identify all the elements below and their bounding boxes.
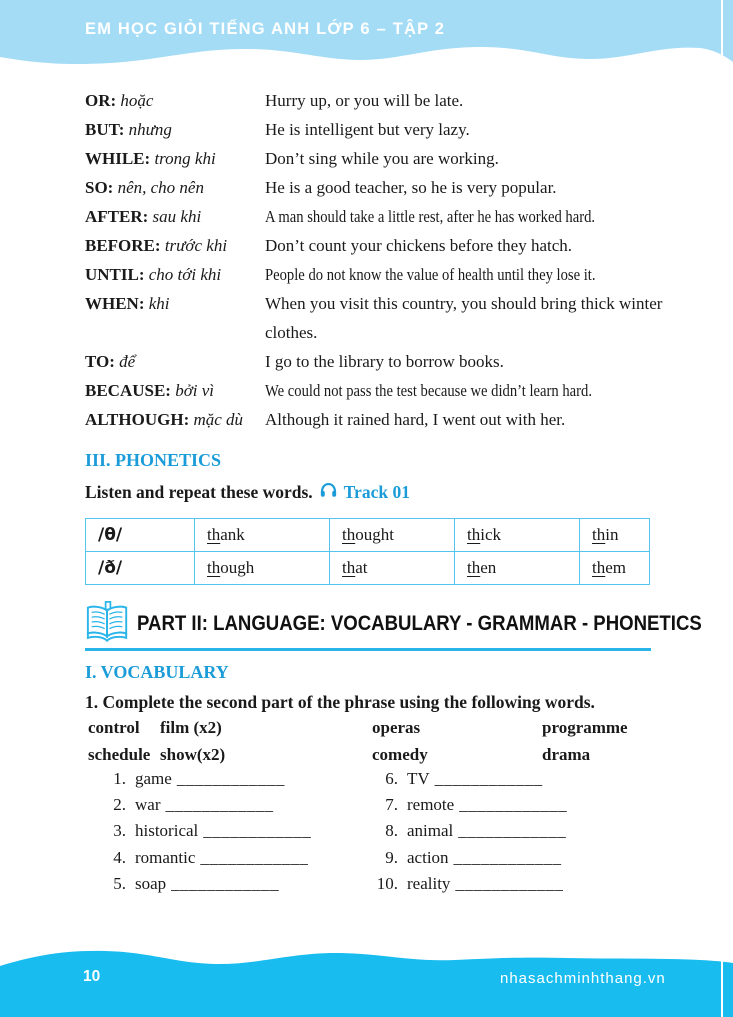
word-bank-item: drama	[542, 745, 591, 764]
conjunction-vietnamese: bởi vì	[175, 381, 215, 400]
item-word: war	[135, 795, 161, 815]
item-word: historical	[135, 821, 199, 841]
exercise-item: 10. reality ____________	[376, 873, 564, 893]
word-bank-item: programme	[542, 718, 628, 737]
page-number: 10	[83, 968, 101, 985]
conjunction-row	[85, 405, 660, 434]
conjunction-row	[85, 376, 660, 405]
conjunction-vietnamese: trước khi	[164, 236, 228, 255]
exercise-item: 6. TV ____________	[385, 769, 543, 788]
phonetics-word: though	[195, 552, 330, 585]
word-bank-item: schedule	[88, 745, 151, 764]
phonetics-heading: III. PHONETICS	[85, 450, 222, 470]
answer-blank: ____________	[434, 769, 543, 788]
answer-blank: ____________	[176, 769, 285, 788]
conjunction-example: Don’t count your chickens before they hatch.	[265, 236, 573, 255]
conjunction-vietnamese: để	[119, 352, 136, 371]
conjunction-example: He is intelligent but very lazy.	[265, 120, 470, 139]
conjunction-term: ALTHOUGH:	[85, 410, 190, 429]
phoneme-symbol: /ð/	[86, 552, 195, 585]
item-word: animal	[407, 821, 454, 841]
phonetics-row-eth	[86, 552, 650, 585]
answer-blank: ____________	[458, 821, 567, 841]
answer-blank: ____________	[453, 847, 562, 867]
header-wave	[0, 0, 733, 80]
conjunction-example: Don’t sing while you are working.	[265, 149, 499, 168]
item-word: game	[135, 769, 172, 788]
conjunction-row	[85, 115, 660, 144]
conjunction-example: When you visit this country, you should bring thick winter clothes.	[265, 294, 663, 342]
conjunction-vietnamese: cho tới khi	[148, 265, 222, 284]
exercise-items	[100, 766, 656, 897]
part-title: PART II: LANGUAGE: VOCABULARY - GRAMMAR - PHONETICS	[137, 610, 702, 635]
answer-blank: ____________	[203, 821, 312, 841]
conjunction-row	[85, 260, 660, 289]
item-word: reality	[407, 873, 451, 893]
word-bank-item: comedy	[372, 745, 428, 764]
word-bank	[88, 718, 650, 765]
conjunction-term: UNTIL:	[85, 265, 145, 284]
conjunction-example: A man should take a little rest, after he has worked hard.	[265, 207, 596, 226]
word-bank-item: film (x2)	[160, 718, 222, 737]
exercise-column-left	[100, 766, 372, 897]
item-word: romantic	[135, 847, 196, 867]
conjunction-row	[85, 289, 663, 347]
conjunction-term: WHEN:	[85, 294, 145, 313]
phonetics-word: then	[455, 552, 580, 585]
answer-blank: ____________	[455, 873, 564, 893]
listen-instruction	[85, 482, 410, 503]
conjunction-row	[85, 173, 660, 202]
conjunction-vietnamese: khi	[148, 294, 170, 313]
answer-blank: ____________	[459, 795, 568, 815]
conjunction-term: OR:	[85, 91, 117, 110]
conjunction-glossary	[85, 86, 663, 434]
conjunction-vietnamese: hoặc	[120, 91, 154, 110]
conjunction-example: I go to the library to borrow books.	[265, 352, 504, 371]
phonetics-word: thank	[195, 519, 330, 552]
conjunction-row	[85, 231, 660, 260]
item-word: soap	[135, 873, 167, 893]
conjunction-vietnamese: trong khi	[154, 149, 216, 168]
conjunction-example: We could not pass the test because we didn’t learn hard.	[265, 381, 593, 400]
conjunction-vietnamese: nhưng	[128, 120, 172, 139]
exercise-item: 7. remote ____________	[385, 795, 568, 815]
track-label: Track 01	[343, 482, 410, 502]
conjunction-vietnamese: mặc dù	[193, 410, 244, 429]
phonetics-word: thin	[580, 519, 650, 552]
publisher-website: nhasachminhthang.vn	[500, 970, 666, 987]
item-word: TV	[407, 769, 430, 788]
phonetics-table	[85, 518, 650, 585]
conjunction-row	[85, 347, 660, 376]
phonetics-word: thought	[330, 519, 455, 552]
exercise-item: 2. war ____________	[113, 795, 274, 815]
part-banner	[85, 598, 702, 651]
phonetics-word: thick	[455, 519, 580, 552]
exercise-title: 1. Complete the second part of the phrase using the following words.	[85, 692, 595, 712]
conjunction-row	[85, 202, 660, 231]
exercise-item: 4. romantic ____________	[113, 847, 309, 867]
conjunction-vietnamese: nên, cho nên	[117, 178, 204, 197]
vocabulary-heading: I. VOCABULARY	[85, 662, 229, 682]
headphones-icon	[320, 482, 337, 503]
conjunction-term: WHILE:	[85, 149, 151, 168]
book-title: EM HỌC GIỎI TIẾNG ANH LỚP 6 – TẬP 2	[85, 20, 446, 38]
exercise-item: 9. action ____________	[385, 847, 562, 867]
conjunction-term: AFTER:	[85, 207, 149, 226]
exercise-column-right	[372, 766, 567, 897]
page-edge-line	[721, 0, 723, 1017]
phonetics-row-theta	[86, 519, 650, 552]
item-word: remote	[407, 795, 455, 815]
conjunction-example: Although it rained hard, I went out with her.	[265, 410, 566, 429]
conjunction-term: BEFORE:	[85, 236, 161, 255]
conjunction-example: People do not know the value of health until they lose it.	[265, 265, 596, 284]
conjunction-row	[85, 86, 660, 115]
conjunction-term: BUT:	[85, 120, 125, 139]
phonetics-word: that	[330, 552, 455, 585]
phonetics-word: them	[580, 552, 650, 585]
phoneme-symbol: /θ/	[86, 519, 195, 552]
conjunction-example: He is a good teacher, so he is very popular.	[265, 178, 557, 197]
word-bank-item: operas	[372, 718, 421, 737]
word-bank-item: control	[88, 718, 140, 737]
exercise-item: 1. game ____________	[113, 769, 285, 788]
conjunction-vietnamese: sau khi	[152, 207, 202, 226]
answer-blank: ____________	[165, 795, 274, 815]
conjunction-example: Hurry up, or you will be late.	[265, 91, 464, 110]
word-bank-item: show(x2)	[160, 745, 226, 764]
conjunction-term: TO:	[85, 352, 115, 371]
exercise-item: 8. animal ____________	[385, 821, 567, 841]
conjunction-row	[85, 144, 660, 173]
open-book-icon	[85, 600, 131, 649]
exercise-item: 5. soap ____________	[113, 873, 280, 893]
answer-blank: ____________	[200, 847, 309, 867]
item-word: action	[407, 847, 449, 867]
conjunction-term: SO:	[85, 178, 114, 197]
answer-blank: ____________	[171, 873, 280, 893]
exercise-item: 3. historical ____________	[113, 821, 312, 841]
conjunction-term: BECAUSE:	[85, 381, 171, 400]
listen-instruction-text: Listen and repeat these words.	[85, 482, 313, 502]
